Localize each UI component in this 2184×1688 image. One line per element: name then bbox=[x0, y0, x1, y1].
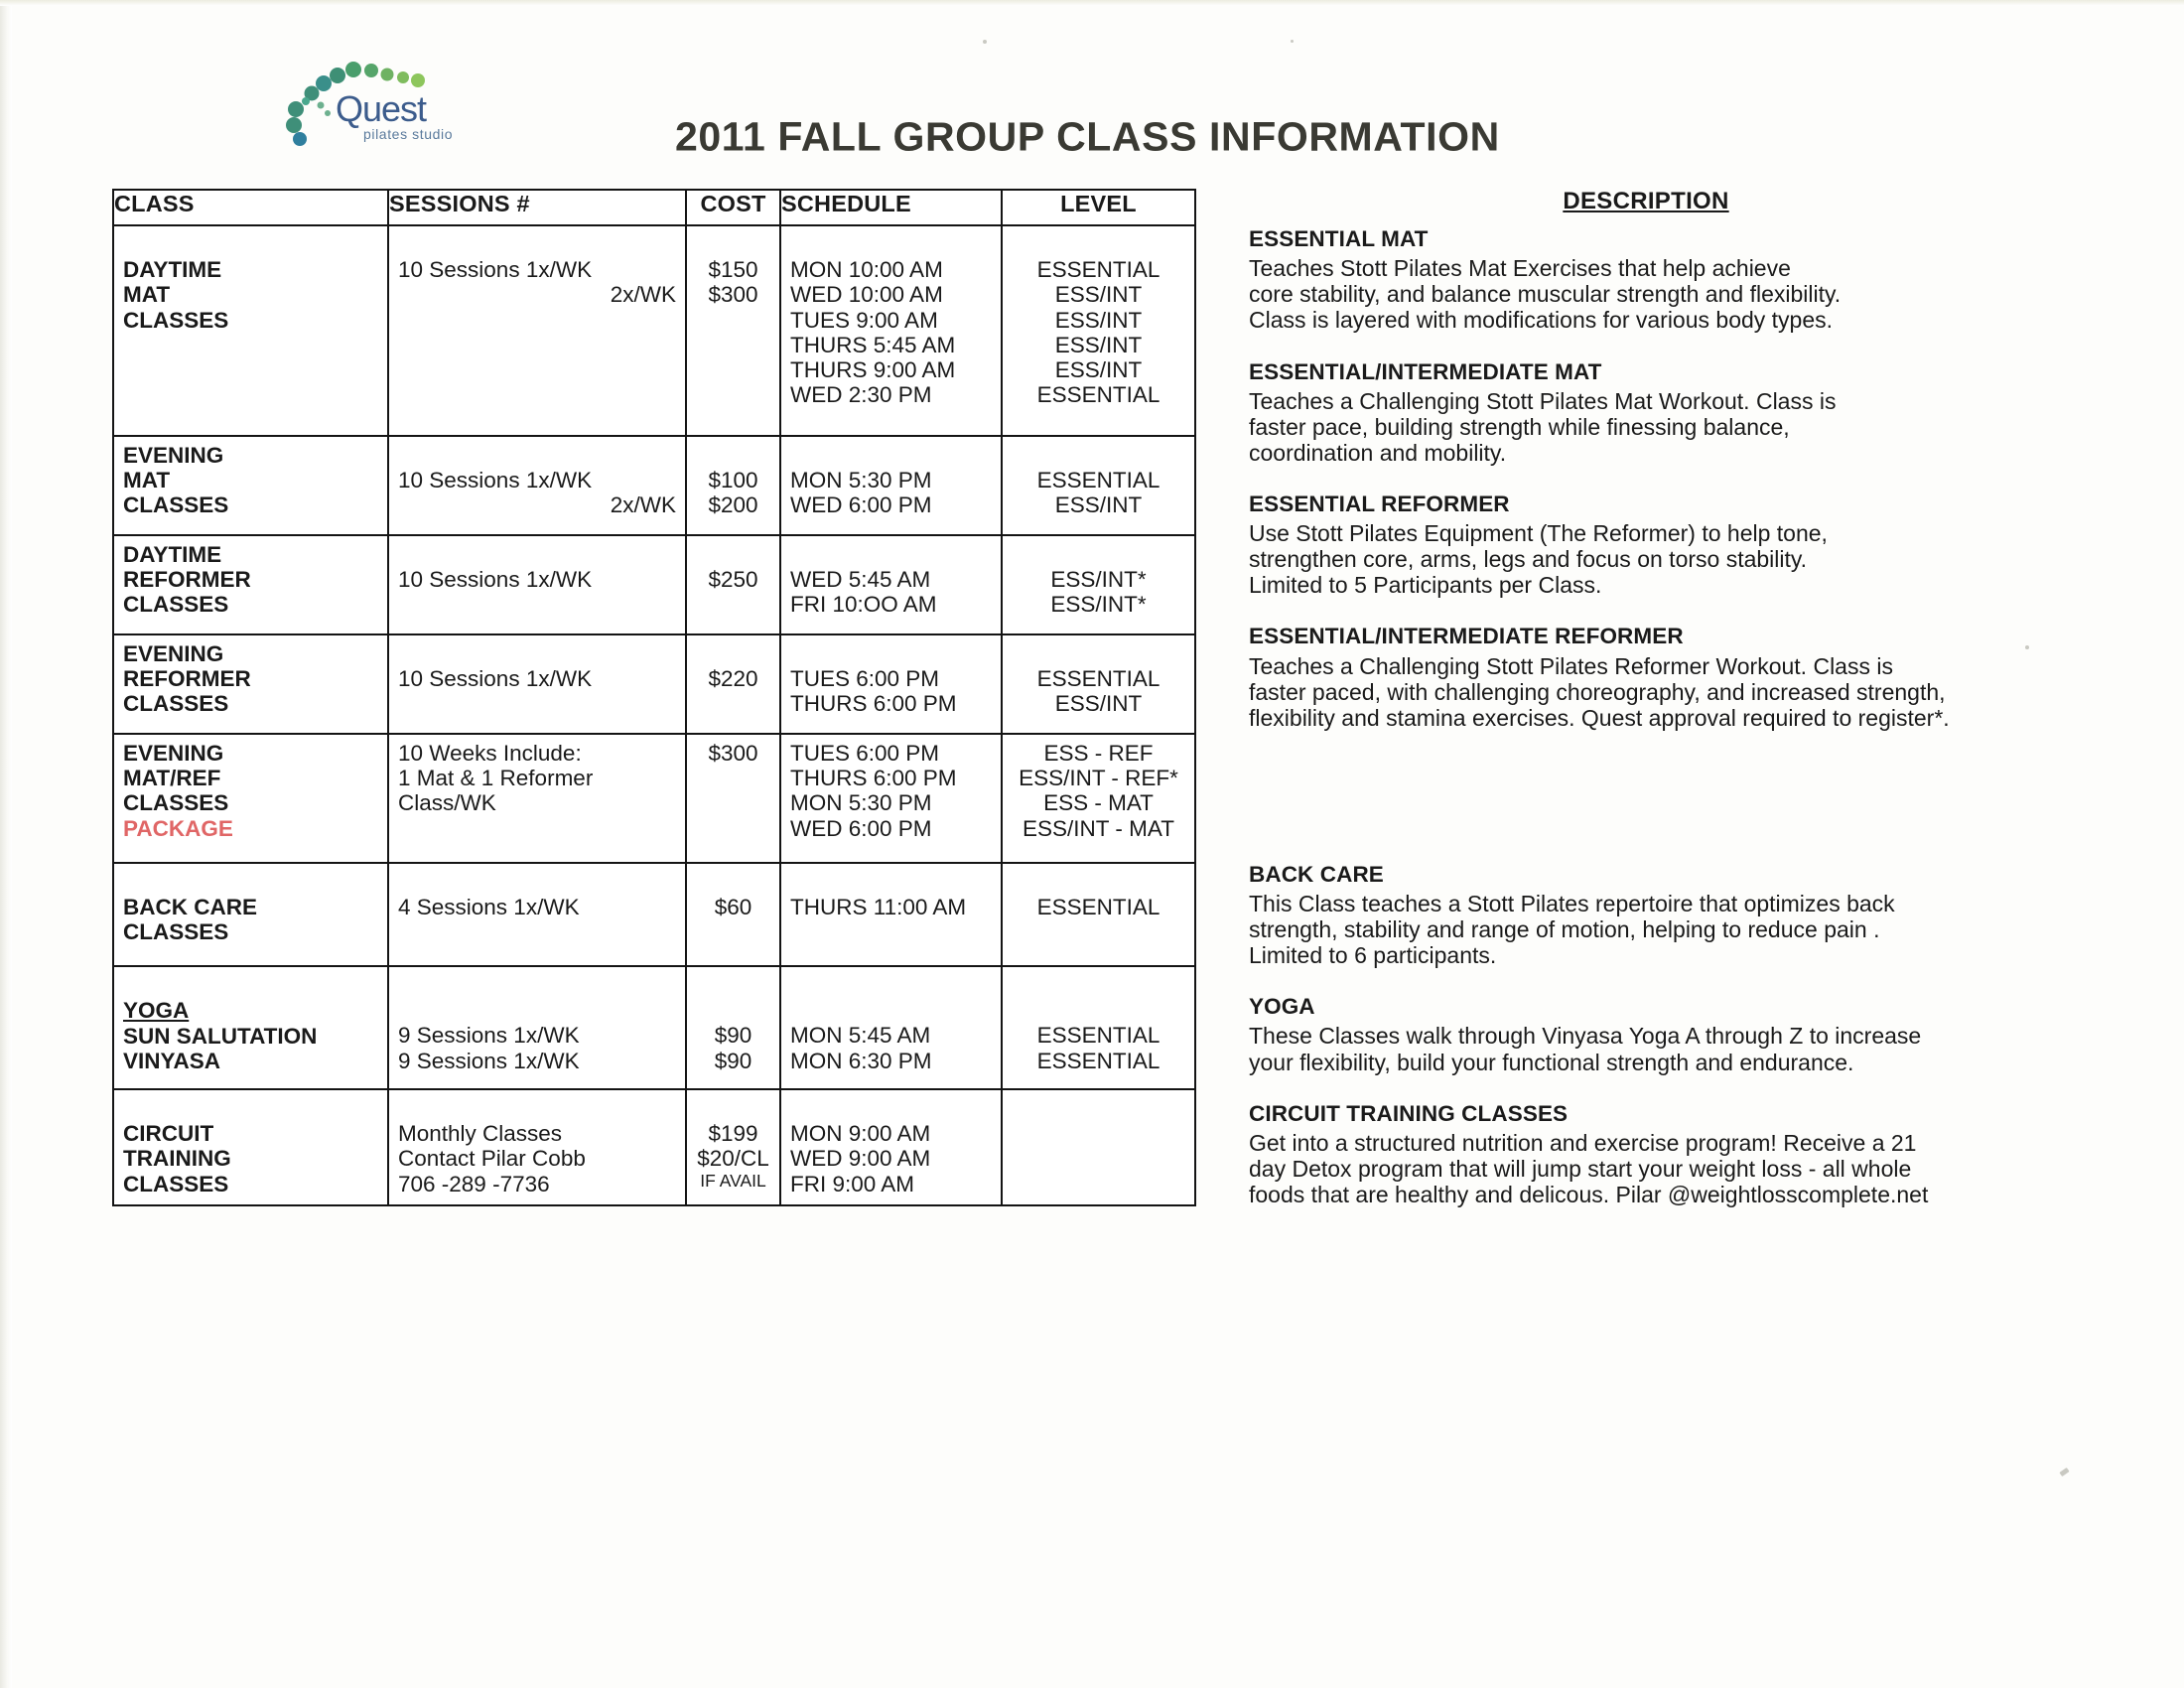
table-row bbox=[113, 535, 1195, 634]
table-header-row bbox=[113, 190, 1195, 225]
description-column bbox=[1249, 189, 2122, 1233]
cost-line: $200 bbox=[708, 492, 758, 518]
schedule-line: TUES 6:00 PM bbox=[790, 666, 940, 692]
level-line: ESSENTIAL bbox=[1036, 1048, 1160, 1073]
schedule-line: WED 6:00 PM bbox=[790, 815, 932, 841]
cell-class bbox=[113, 436, 388, 535]
class-line: VINYASA bbox=[123, 1049, 220, 1074]
cell-schedule bbox=[780, 634, 1002, 734]
cell-sessions bbox=[388, 225, 686, 436]
cell-schedule bbox=[780, 966, 1002, 1089]
scan-speck bbox=[2059, 1468, 2069, 1477]
cell-cost bbox=[686, 863, 780, 966]
cell-class bbox=[113, 225, 388, 436]
level-line: ESS/INT* bbox=[1050, 592, 1147, 618]
cell-cost bbox=[686, 634, 780, 734]
cell-level bbox=[1002, 634, 1195, 734]
column-header-sessions: SESSIONS # bbox=[388, 190, 686, 225]
cell-level bbox=[1002, 436, 1195, 535]
description-line: day Detox program that will jump start your weight loss - all whole bbox=[1249, 1155, 1912, 1182]
cell-schedule bbox=[780, 436, 1002, 535]
cell-cost bbox=[686, 1089, 780, 1205]
description-block-essential-intermediate-reformer bbox=[1249, 624, 2122, 730]
scan-edge-top bbox=[0, 0, 2184, 6]
description-line: This Class teaches a Stott Pilates repertoire that optimizes back bbox=[1249, 890, 1895, 916]
column-header-schedule: SCHEDULE bbox=[780, 190, 1002, 225]
cell-cost bbox=[686, 225, 780, 436]
cell-class bbox=[113, 734, 388, 863]
cell-sessions bbox=[388, 436, 686, 535]
level-line: ESSENTIAL bbox=[1036, 1023, 1160, 1049]
description-line: core stability, and balance muscular strength and flexibility. bbox=[1249, 281, 1842, 308]
schedule-line: MON 5:30 PM bbox=[790, 790, 932, 816]
class-line: MAT/REF bbox=[123, 766, 221, 791]
class-schedule-table bbox=[112, 189, 1196, 1206]
schedule-line: TUES 9:00 AM bbox=[790, 307, 938, 333]
sessions-line: 1 Mat & 1 Reformer bbox=[398, 766, 594, 791]
schedule-line: THURS 6:00 PM bbox=[790, 691, 957, 717]
cost-line: $250 bbox=[708, 567, 758, 593]
class-line: TRAINING bbox=[123, 1146, 231, 1172]
cell-level bbox=[1002, 535, 1195, 634]
svg-text:pilates studio: pilates studio bbox=[363, 126, 454, 142]
class-line: CLASSES bbox=[123, 790, 229, 816]
sessions-line: 10 Sessions 1x/WK bbox=[398, 567, 593, 593]
schedule-line: FRI 9:00 AM bbox=[790, 1171, 915, 1196]
quest-pilates-logo bbox=[276, 48, 484, 147]
cell-sessions bbox=[388, 863, 686, 966]
level-line: ESS/INT bbox=[1054, 492, 1143, 518]
class-line: MAT bbox=[123, 468, 171, 493]
level-line: ESSENTIAL bbox=[1036, 666, 1160, 692]
level-line: ESS/INT* bbox=[1050, 567, 1147, 593]
description-block-title: YOGA bbox=[1249, 994, 1315, 1020]
package-badge: PACKAGE bbox=[123, 815, 233, 841]
description-line: Teaches Stott Pilates Mat Exercises that help achieve bbox=[1249, 255, 1791, 282]
cell-sessions bbox=[388, 535, 686, 634]
sessions-line: Class/WK bbox=[398, 790, 496, 816]
cost-line: $220 bbox=[708, 666, 758, 692]
cell-class bbox=[113, 863, 388, 966]
cell-class bbox=[113, 535, 388, 634]
description-block-title: ESSENTIAL MAT bbox=[1249, 226, 1429, 252]
description-line: strength, stability and range of motion, helping to reduce pain . bbox=[1249, 916, 1880, 943]
class-line: CLASSES bbox=[123, 492, 229, 518]
class-line: CLASSES bbox=[123, 592, 229, 618]
table-row bbox=[113, 225, 1195, 436]
description-block-essential-intermediate-mat bbox=[1249, 359, 2122, 466]
description-line: Use Stott Pilates Equipment (The Reformer) to help tone, bbox=[1249, 520, 1828, 547]
cost-note: IF AVAIL bbox=[700, 1170, 766, 1191]
schedule-line: MON 5:45 AM bbox=[790, 1023, 931, 1049]
level-line: ESS/INT - REF* bbox=[1019, 766, 1178, 791]
class-line: EVENING bbox=[123, 641, 224, 666]
table-row bbox=[113, 734, 1195, 863]
class-subheading-yoga: YOGA bbox=[123, 998, 190, 1024]
description-line: Class is layered with modifications for various body types. bbox=[1249, 307, 1834, 334]
schedule-line: MON 10:00 AM bbox=[790, 257, 943, 283]
class-line: REFORMER bbox=[123, 567, 251, 593]
description-block-title: ESSENTIAL/INTERMEDIATE MAT bbox=[1249, 358, 1602, 384]
description-block-essential-mat bbox=[1249, 226, 2122, 333]
description-line: your flexibility, build your functional strength and endurance. bbox=[1249, 1049, 1854, 1075]
cell-sessions bbox=[388, 634, 686, 734]
description-line: Teaches a Challenging Stott Pilates Mat Workout. Class is bbox=[1249, 387, 1837, 414]
class-line: CLASSES bbox=[123, 307, 229, 333]
description-line: faster pace, building strength while finessing balance, bbox=[1249, 413, 1790, 440]
sessions-line: 706 -289 -7736 bbox=[398, 1171, 550, 1196]
sessions-line: 9 Sessions 1x/WK bbox=[398, 1023, 580, 1049]
class-line: EVENING bbox=[123, 741, 224, 766]
cell-schedule bbox=[780, 535, 1002, 634]
description-block-title: BACK CARE bbox=[1249, 861, 1384, 887]
class-line: EVENING bbox=[123, 443, 224, 468]
cost-line: $60 bbox=[714, 895, 752, 920]
cell-class bbox=[113, 634, 388, 734]
description-line: foods that are healthy and delicous. Pilar @weightlosscomplete.net bbox=[1249, 1181, 1929, 1207]
cell-sessions bbox=[388, 734, 686, 863]
sessions-line: 10 Sessions 1x/WK bbox=[398, 257, 593, 283]
description-line: coordination and mobility. bbox=[1249, 439, 1507, 466]
level-line: ESS/INT - MAT bbox=[1023, 815, 1174, 841]
cost-line: $100 bbox=[708, 468, 758, 493]
page-title: 2011 FALL GROUP CLASS INFORMATION bbox=[675, 113, 1500, 160]
description-line: These Classes walk through Vinyasa Yoga A through Z to increase bbox=[1249, 1023, 1922, 1050]
cell-level bbox=[1002, 966, 1195, 1089]
class-line: CLASSES bbox=[123, 691, 229, 717]
cost-line: $20/CL bbox=[697, 1146, 769, 1172]
description-heading: DESCRIPTION bbox=[1563, 188, 1729, 214]
cell-schedule bbox=[780, 734, 1002, 863]
class-line: MAT bbox=[123, 282, 171, 308]
level-line: ESSENTIAL bbox=[1036, 468, 1160, 493]
cost-line: $300 bbox=[708, 282, 758, 308]
sessions-line: 4 Sessions 1x/WK bbox=[398, 895, 580, 920]
description-block-title: CIRCUIT TRAINING CLASSES bbox=[1249, 1100, 1569, 1126]
schedule-line: MON 5:30 PM bbox=[790, 468, 932, 493]
cell-level bbox=[1002, 225, 1195, 436]
cost-line: $199 bbox=[708, 1121, 758, 1147]
level-line: ESS/INT bbox=[1054, 282, 1143, 308]
column-header-cost: COST bbox=[686, 190, 780, 225]
schedule-line: THURS 9:00 AM bbox=[790, 356, 956, 382]
cell-sessions bbox=[388, 966, 686, 1089]
cell-cost bbox=[686, 734, 780, 863]
sessions-line: 2x/WK bbox=[610, 492, 676, 518]
schedule-line: TUES 6:00 PM bbox=[790, 741, 940, 766]
level-line: ESS/INT bbox=[1054, 691, 1143, 717]
class-line: REFORMER bbox=[123, 666, 251, 692]
description-line: Limited to 6 participants. bbox=[1249, 942, 1497, 969]
level-line: ESS/INT bbox=[1054, 356, 1143, 382]
scan-edge-left bbox=[0, 0, 12, 1688]
schedule-line: WED 10:00 AM bbox=[790, 282, 943, 308]
class-line: SUN SALUTATION bbox=[123, 1024, 318, 1050]
table-row bbox=[113, 634, 1195, 734]
cell-cost bbox=[686, 966, 780, 1089]
column-header-level: LEVEL bbox=[1002, 190, 1195, 225]
sessions-line: 10 Sessions 1x/WK bbox=[398, 666, 593, 692]
cell-class bbox=[113, 966, 388, 1089]
cell-class bbox=[113, 1089, 388, 1205]
cell-schedule bbox=[780, 225, 1002, 436]
level-line: ESSENTIAL bbox=[1036, 257, 1160, 283]
level-line: ESSENTIAL bbox=[1036, 382, 1160, 408]
cost-line: $300 bbox=[708, 741, 758, 766]
class-line: CIRCUIT bbox=[123, 1121, 214, 1147]
description-block-title: ESSENTIAL/INTERMEDIATE REFORMER bbox=[1249, 624, 1684, 649]
description-line: Limited to 5 Participants per Class. bbox=[1249, 572, 1602, 599]
schedule-line: WED 2:30 PM bbox=[790, 382, 932, 408]
schedule-line: THURS 5:45 AM bbox=[790, 332, 956, 357]
page-header bbox=[0, 40, 2184, 160]
sessions-line: Monthly Classes bbox=[398, 1121, 563, 1147]
class-line: CLASSES bbox=[123, 1171, 229, 1196]
schedule-line: MON 6:30 PM bbox=[790, 1048, 932, 1073]
level-line: ESSENTIAL bbox=[1036, 895, 1160, 920]
description-line: faster paced, with challenging choreography, and increased strength, bbox=[1249, 678, 1946, 705]
cell-schedule bbox=[780, 1089, 1002, 1205]
schedule-line: THURS 6:00 PM bbox=[790, 766, 957, 791]
level-line: ESS/INT bbox=[1054, 332, 1143, 357]
class-line: BACK CARE bbox=[123, 895, 257, 920]
schedule-line: FRI 10:OO AM bbox=[790, 592, 937, 618]
cell-sessions bbox=[388, 1089, 686, 1205]
cost-line: $150 bbox=[708, 257, 758, 283]
description-line: Teaches a Challenging Stott Pilates Reformer Workout. Class is bbox=[1249, 652, 1893, 679]
table-row bbox=[113, 966, 1195, 1089]
table-row bbox=[113, 1089, 1195, 1205]
sessions-line: Contact Pilar Cobb bbox=[398, 1146, 586, 1172]
cell-cost bbox=[686, 535, 780, 634]
description-line: flexibility and stamina exercises. Quest approval required to register*. bbox=[1249, 704, 1950, 731]
cell-schedule bbox=[780, 863, 1002, 966]
schedule-line: THURS 11:00 AM bbox=[790, 895, 967, 920]
description-block-title: ESSENTIAL REFORMER bbox=[1249, 491, 1510, 516]
sessions-line: 10 Sessions 1x/WK bbox=[398, 468, 593, 493]
description-spacer bbox=[1249, 757, 2122, 862]
sessions-line: 9 Sessions 1x/WK bbox=[398, 1048, 580, 1073]
description-block-back-care bbox=[1249, 862, 2122, 968]
table-row bbox=[113, 863, 1195, 966]
cell-level bbox=[1002, 863, 1195, 966]
svg-text:Quest: Quest bbox=[336, 88, 427, 129]
cell-level bbox=[1002, 734, 1195, 863]
schedule-line: MON 9:00 AM bbox=[790, 1121, 931, 1147]
description-block-essential-reformer bbox=[1249, 492, 2122, 598]
cost-line: $90 bbox=[714, 1023, 752, 1049]
cost-line: $90 bbox=[714, 1048, 752, 1073]
schedule-line: WED 9:00 AM bbox=[790, 1146, 931, 1172]
column-header-class: CLASS bbox=[113, 190, 388, 225]
level-line: ESS - MAT bbox=[1043, 790, 1154, 816]
class-line: DAYTIME bbox=[123, 257, 222, 283]
class-line: CLASSES bbox=[123, 919, 229, 945]
description-line: Get into a structured nutrition and exercise program! Receive a 21 bbox=[1249, 1129, 1917, 1156]
description-block-circuit-training bbox=[1249, 1101, 2122, 1207]
description-line: strengthen core, arms, legs and focus on torso stability. bbox=[1249, 546, 1808, 573]
description-block-yoga bbox=[1249, 994, 2122, 1074]
table-row bbox=[113, 436, 1195, 535]
cell-cost bbox=[686, 436, 780, 535]
level-line: ESS - REF bbox=[1043, 741, 1154, 766]
level-line: ESS/INT bbox=[1054, 307, 1143, 333]
schedule-line: WED 6:00 PM bbox=[790, 492, 932, 518]
schedule-line: WED 5:45 AM bbox=[790, 567, 931, 593]
cell-level bbox=[1002, 1089, 1195, 1205]
class-line: DAYTIME bbox=[123, 542, 222, 567]
sessions-line: 10 Weeks Include: bbox=[398, 741, 582, 766]
class-schedule-table-container bbox=[112, 189, 1194, 1206]
sessions-line: 2x/WK bbox=[610, 282, 676, 308]
